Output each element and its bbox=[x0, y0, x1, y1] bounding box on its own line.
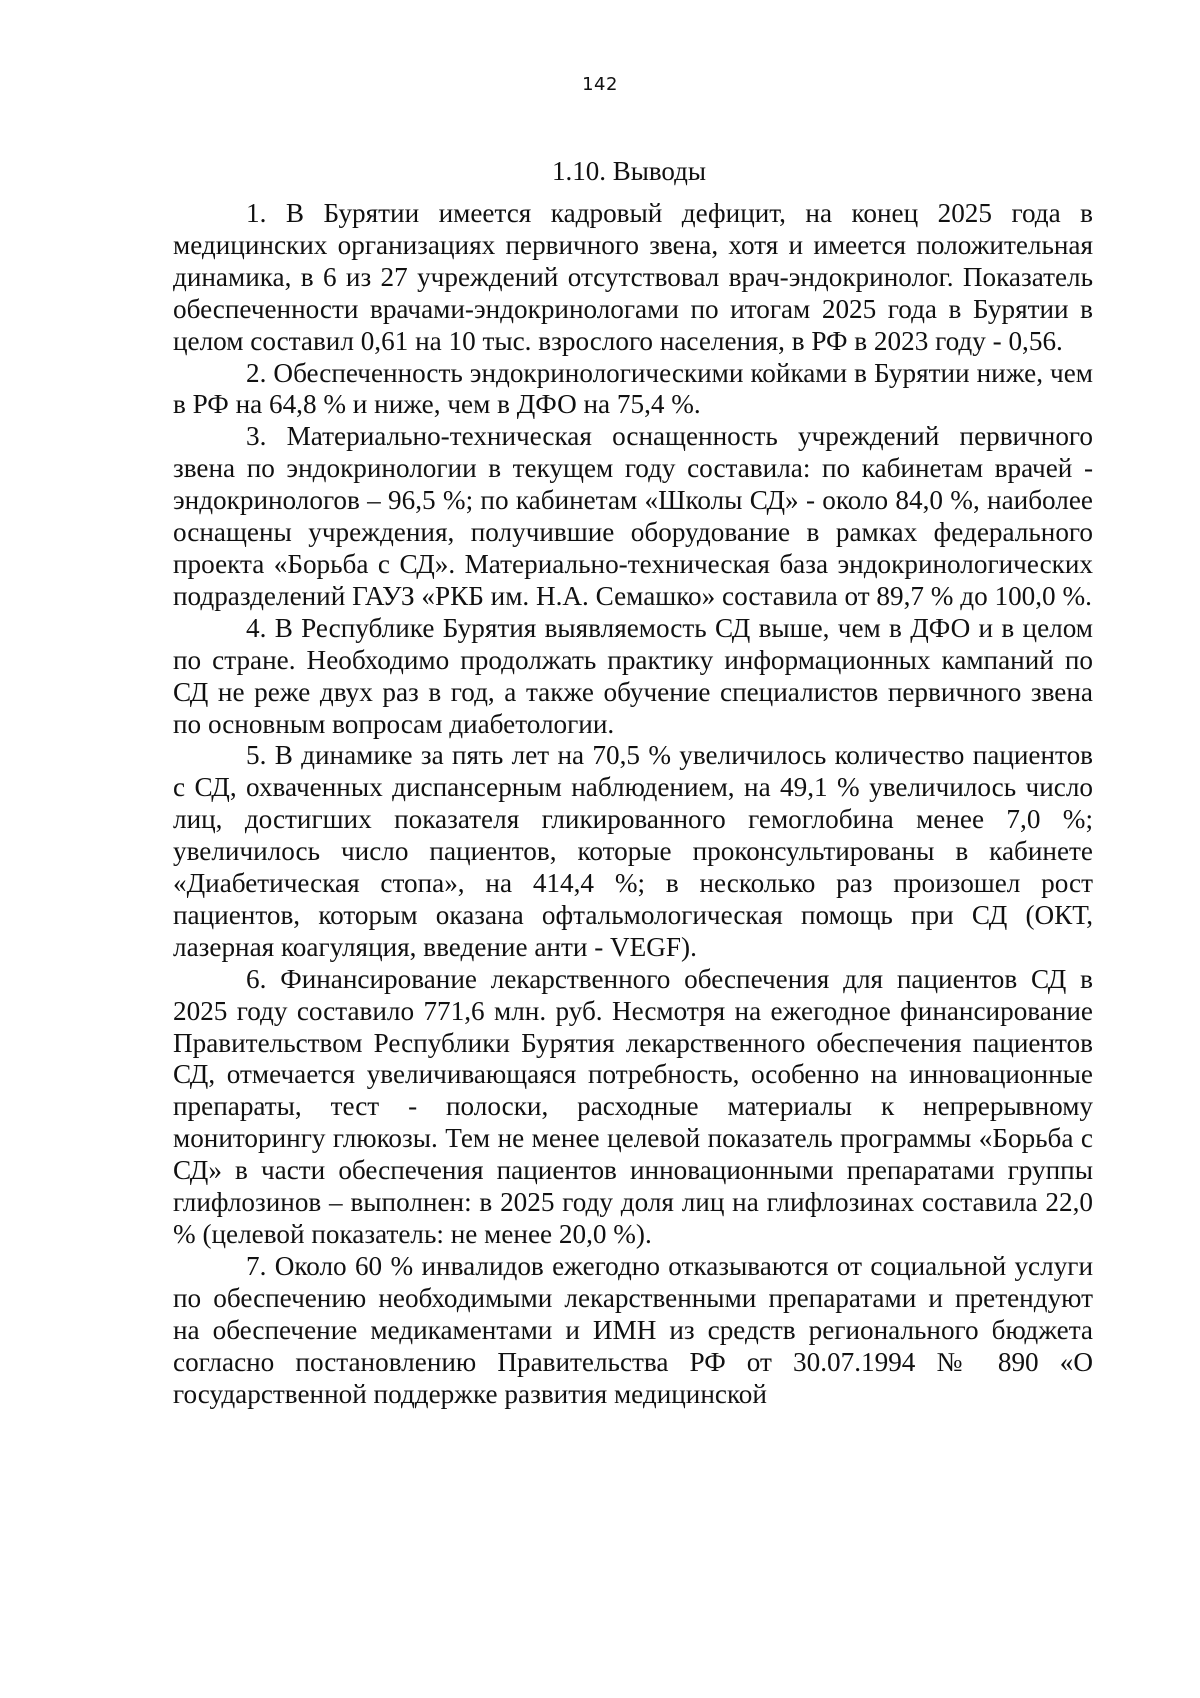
conclusion-paragraph-6: 6. Финансирование лекарственного обеспечения для пациентов СД в 2025 году составило 771,6 млн. руб. Несмотря на ежегодное финансирование Правительством Республики Бурятия лекарственного обеспечения пациентов СД, отмечается увеличивающаяся потребность, особенно на инновационные препараты, тест - полоски, расходные материалы к непрерывному мониторингу глюкозы. Тем не менее целевой показатель программы «Борьба с СД» в части обеспечения пациентов инновационными препаратами группы глифлозинов – выполнен: в 2025 году доля лиц на глифлозинах составила 22,0 % (целевой показатель: не менее 20,0 %). bbox=[173, 963, 1093, 1249]
conclusion-paragraph-7: 7. Около 60 % инвалидов ежегодно отказываются от социальной услуги по обеспечению необходимыми лекарственными препаратами и претендуют на обеспечение медикаментами и ИМН из средств регионального бюджета согласно постановлению Правительства РФ от 30.07.1994 № 890 «О государственной поддержке развития медицинской bbox=[173, 1250, 1093, 1409]
conclusion-paragraph-3: 3. Материально-техническая оснащенность учреждений первичного звена по эндокринологии в текущем году составила: по кабинетам врачей - эндокринологов – 96,5 %; по кабинетам «Школы СД» - около 84,0 %, наиболее оснащены учреждения, получившие оборудование в рамках федерального проекта «Борьба с СД». Материально-техническая база эндокринологических подразделений ГАУЗ «РКБ им. Н.А. Семашко» составила от 89,7 % до 100,0 %. bbox=[173, 421, 1093, 611]
section-title: 1.10. Выводы bbox=[551, 156, 707, 186]
conclusions-list bbox=[173, 198, 1093, 1410]
conclusion-paragraph-5: 5. В динамике за пять лет на 70,5 % увеличилось количество пациентов с СД, охваченных диспансерным наблюдением, на 49,1 % увеличилось число лиц, достигших показателя гликированного гемоглобина менее 7,0 %; увеличилось число пациентов, которые проконсультированы в кабинете «Диабетическая стопа», на 414,4 %; в несколько раз произошел рост пациентов, которым оказана офтальмологическая помощь при СД (ОКТ, лазерная коагуляция, введение анти - VEGF). bbox=[173, 740, 1093, 962]
page-number: 142 bbox=[582, 74, 618, 95]
conclusion-paragraph-1: 1. В Бурятии имеется кадровый дефицит, на конец 2025 года в медицинских организациях первичного звена, хотя и имеется положительная динамика, в 6 из 27 учреждений отсутствовал врач-эндокринолог. Показатель обеспеченности врачами-эндокринологами по итогам 2025 года в Бурятии в целом составил 0,61 на 10 тыс. взрослого населения, в РФ в 2023 году - 0,56. bbox=[173, 198, 1093, 356]
conclusion-paragraph-4: 4. В Республике Бурятия выявляемость СД выше, чем в ДФО и в целом по стране. Необходимо продолжать практику информационных кампаний по СД не реже двух раз в год, а также обучение специалистов первичного звена по основным вопросам диабетологии. bbox=[173, 612, 1093, 739]
conclusion-paragraph-2: 2. Обеспеченность эндокринологическими койками в Бурятии ниже, чем в РФ на 64,8 % и ниже, чем в ДФО на 75,4 %. bbox=[173, 357, 1093, 420]
